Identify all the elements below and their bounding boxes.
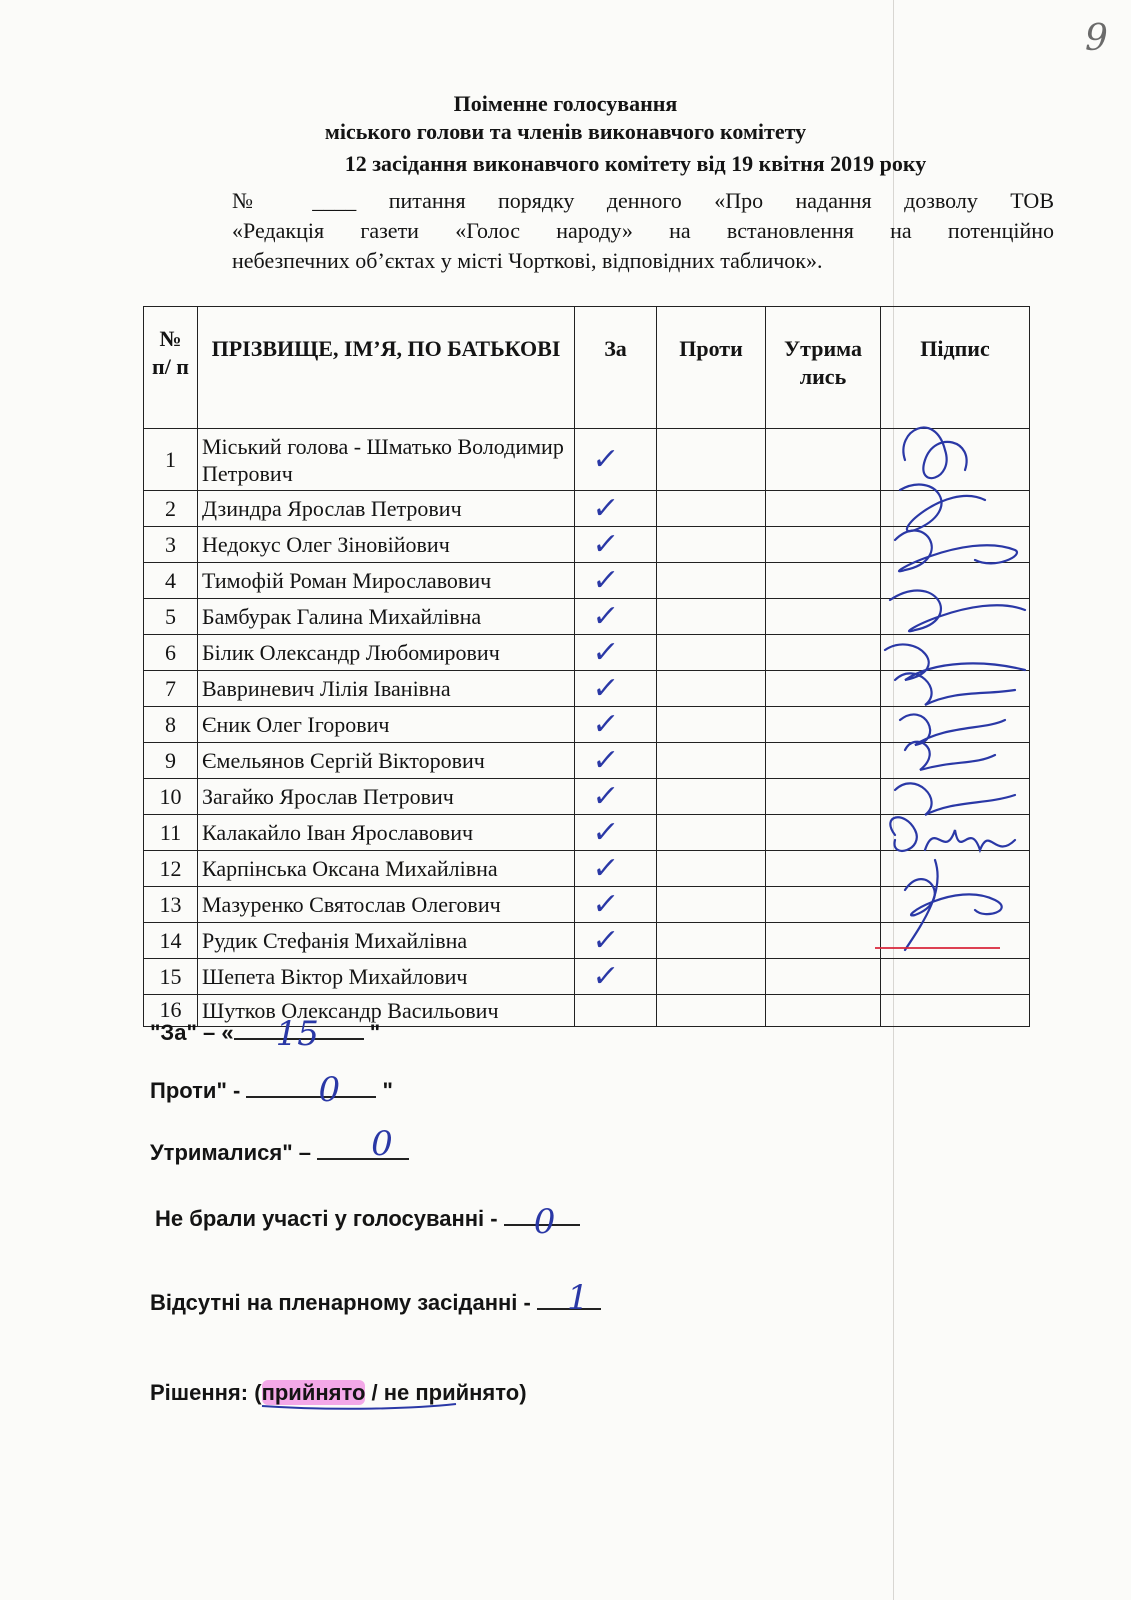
member-name: Ємельянов Сергій Вікторович: [198, 743, 575, 779]
vote-for: [575, 923, 657, 959]
table-row: [144, 635, 1030, 671]
not-voted-count-value: 0: [533, 1202, 556, 1242]
abstain-count-value: 0: [371, 1124, 393, 1164]
row-number: 12: [144, 851, 198, 887]
check-mark-icon: ✓: [590, 671, 621, 706]
row-number: 7: [144, 671, 198, 707]
check-mark-icon: ✓: [590, 959, 621, 994]
vote-abstain: [766, 635, 881, 671]
decision-rejected: не прийнято): [383, 1380, 527, 1405]
table-row: [144, 491, 1030, 527]
row-number: 10: [144, 779, 198, 815]
check-mark-icon: ✓: [590, 707, 621, 742]
vote-abstain: [766, 707, 881, 743]
member-name: Вавриневич Лілія Іванівна: [198, 671, 575, 707]
vote-against: [657, 887, 766, 923]
summary-absent: Відсутні на пленарному засіданні - 1: [150, 1290, 601, 1316]
col-header-for: За: [575, 307, 657, 429]
vote-for: [575, 779, 657, 815]
table-row: [144, 743, 1030, 779]
check-mark-icon: ✓: [590, 442, 621, 477]
summary-against: Проти" - 0 ": [150, 1070, 393, 1110]
vote-abstain: [766, 491, 881, 527]
vote-against: [657, 429, 766, 491]
row-number: 13: [144, 887, 198, 923]
signature-cell: [881, 707, 1030, 743]
table-row: [144, 923, 1030, 959]
check-mark-icon: ✓: [590, 563, 621, 598]
signature-cell: [881, 491, 1030, 527]
vote-for: [575, 599, 657, 635]
agenda-line: «Редакція газети «Голос народу» на встановлення на потенційно: [232, 218, 1054, 243]
vote-abstain: [766, 923, 881, 959]
vote-against: [657, 599, 766, 635]
vote-against: [657, 995, 766, 1027]
table-row: [144, 563, 1030, 599]
document-subtitle: міського голови та членів виконавчого комітету: [324, 119, 807, 144]
signature-cell: [881, 995, 1030, 1027]
agenda-line: небезпечних об’єктах у місті Чорткові, відповідних табличок».: [232, 248, 823, 273]
table-row: [144, 851, 1030, 887]
check-mark-icon: ✓: [590, 491, 621, 526]
table-row: [144, 815, 1030, 851]
signature-cell: [881, 671, 1030, 707]
vote-for: [575, 743, 657, 779]
signature-cell: [881, 779, 1030, 815]
meeting-date-line: 12 засідання виконавчого комітету від 19 квітня 2019 року: [344, 151, 927, 176]
check-mark-icon: ✓: [590, 635, 621, 670]
vote-for: [575, 635, 657, 671]
summary-abstain: Утрималися" – 0: [150, 1140, 409, 1166]
not-voted-count-field: [504, 1202, 580, 1242]
decision-label: Рішення:: [150, 1380, 249, 1405]
vote-abstain: [766, 779, 881, 815]
signature-cell: [881, 815, 1030, 851]
vote-for: [575, 671, 657, 707]
signature-cell: [881, 959, 1030, 995]
row-number: 6: [144, 635, 198, 671]
row-number: 5: [144, 599, 198, 635]
row-number: 16: [144, 995, 198, 1027]
col-header-against: Проти: [657, 307, 766, 429]
signature-cell: [881, 851, 1030, 887]
vote-abstain: [766, 815, 881, 851]
vote-against: [657, 635, 766, 671]
row-number: 15: [144, 959, 198, 995]
col-header-num: № п/ п: [144, 307, 198, 429]
table-row: [144, 429, 1030, 491]
vote-against: [657, 563, 766, 599]
vote-against: [657, 959, 766, 995]
vote-for: [575, 527, 657, 563]
row-number: 1: [144, 429, 198, 491]
decision-underline: [260, 1400, 460, 1412]
vote-for: [575, 851, 657, 887]
vote-for: [575, 995, 657, 1027]
check-mark-icon: ✓: [590, 779, 621, 814]
row-number: 3: [144, 527, 198, 563]
check-mark-icon: ✓: [590, 851, 621, 886]
member-name: Карпінська Оксана Михайлівна: [198, 851, 575, 887]
vote-against: [657, 707, 766, 743]
col-header-abstain: Утрима лись: [766, 307, 881, 429]
signature-cell: [881, 923, 1030, 959]
vote-for: [575, 429, 657, 491]
signature-cell: [881, 887, 1030, 923]
vote-for: [575, 959, 657, 995]
vote-abstain: [766, 563, 881, 599]
vote-against: [657, 527, 766, 563]
agenda-item-text: [232, 186, 1054, 276]
vote-for: [575, 887, 657, 923]
member-name: Загайко Ярослав Петрович: [198, 779, 575, 815]
table-row: [144, 671, 1030, 707]
member-name: Рудик Стефанія Михайлівна: [198, 923, 575, 959]
member-name: Недокус Олег Зіновійович: [198, 527, 575, 563]
signature-cell: [881, 743, 1030, 779]
vote-for: [575, 815, 657, 851]
member-name: Шутков Олександр Васильович: [198, 995, 575, 1027]
vote-against: [657, 743, 766, 779]
vote-against: [657, 923, 766, 959]
row-number: 9: [144, 743, 198, 779]
vote-for: [575, 491, 657, 527]
table-row: [144, 779, 1030, 815]
for-count-value: 15: [275, 1014, 319, 1054]
member-name: Калакайло Іван Ярославович: [198, 815, 575, 851]
member-name: Шепета Віктор Михайлович: [198, 959, 575, 995]
agenda-line: № ____ питання порядку денного «Про надання дозволу ТОВ: [232, 188, 1054, 213]
check-mark-icon: ✓: [590, 599, 621, 634]
table-row: [144, 707, 1030, 743]
check-mark-icon: ✓: [590, 887, 621, 922]
check-mark-icon: ✓: [590, 815, 621, 850]
absent-count-value: 1: [566, 1278, 589, 1318]
vote-abstain: [766, 851, 881, 887]
vote-abstain: [766, 887, 881, 923]
col-header-name: ПРІЗВИЩЕ, ІМ’Я, ПО БАТЬКОВІ: [198, 307, 575, 429]
table-row: [144, 887, 1030, 923]
decision-accepted: прийнято: [261, 1380, 366, 1405]
vote-against: [657, 851, 766, 887]
table-row: [144, 599, 1030, 635]
check-mark-icon: ✓: [590, 527, 621, 562]
vote-table: [143, 306, 1030, 1027]
vote-against: [657, 671, 766, 707]
col-header-signature: Підпис: [881, 307, 1030, 429]
decision-line: Рішення: (прийнято / не прийнято): [150, 1380, 527, 1405]
vote-abstain: [766, 743, 881, 779]
check-mark-icon: ✓: [590, 923, 621, 958]
vote-abstain: [766, 995, 881, 1027]
row-number: 8: [144, 707, 198, 743]
member-name: Тимофій Роман Мирославович: [198, 563, 575, 599]
vote-against: [657, 779, 766, 815]
row-number: 11: [144, 815, 198, 851]
signature-cell: [881, 599, 1030, 635]
member-name: Білик Олександр Любомирович: [198, 635, 575, 671]
vote-for: [575, 707, 657, 743]
check-mark-icon: ✓: [590, 743, 621, 778]
document-title: Поіменне голосування: [453, 91, 678, 116]
vote-against: [657, 491, 766, 527]
summary-for: "За" – « 15 ": [150, 1014, 381, 1054]
page-number: 9: [1085, 18, 1108, 59]
vote-abstain: [766, 959, 881, 995]
signature-cell: [881, 563, 1030, 599]
against-count-value: 0: [318, 1070, 341, 1110]
member-name: Дзиндра Ярослав Петрович: [198, 491, 575, 527]
vote-abstain: [766, 671, 881, 707]
signature-cell: [881, 527, 1030, 563]
member-name: Міський голова - Шматько Володимир Петрович: [198, 429, 575, 491]
vote-for: [575, 563, 657, 599]
vote-abstain: [766, 429, 881, 491]
member-name: Бамбурак Галина Михайлівна: [198, 599, 575, 635]
vote-abstain: [766, 527, 881, 563]
row-number: 14: [144, 923, 198, 959]
row-number: 2: [144, 491, 198, 527]
row-number: 4: [144, 563, 198, 599]
abstain-count-field: [317, 1124, 409, 1164]
summary-not-voted: Не брали участі у голосуванні - 0: [155, 1206, 580, 1232]
absent-count-field: [537, 1278, 601, 1318]
vote-against: [657, 815, 766, 851]
member-name: Єник Олег Ігорович: [198, 707, 575, 743]
table-row: [144, 527, 1030, 563]
table-row: [144, 959, 1030, 995]
signature-cell: [881, 635, 1030, 671]
member-name: Мазуренко Святослав Олегович: [198, 887, 575, 923]
vote-abstain: [766, 599, 881, 635]
signature-cell: [881, 429, 1030, 491]
